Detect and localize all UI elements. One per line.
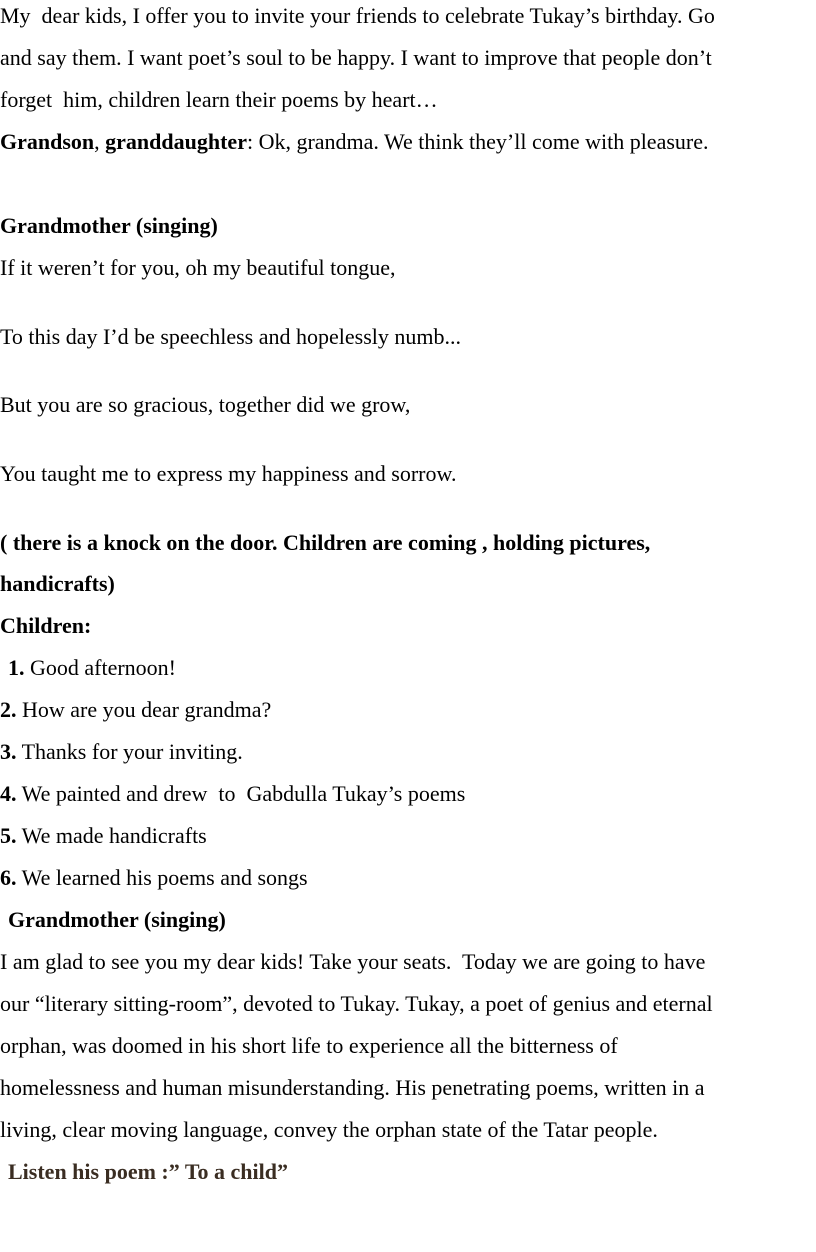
children-item-5: 5. We made handicrafts [0,823,207,848]
song2-line-4: homelessness and human misunderstanding. His penetrating poems, written in a [0,1075,705,1100]
children-item-3: 3. Thanks for your inviting. [0,739,243,764]
children-item-1: 1. Good afternoon! [8,655,177,680]
song2-line-1: I am glad to see you my dear kids! Take your seats. Today we are going to have [0,949,706,974]
song1-verse-2: To this day I’d be speechless and hopelessly numb... [0,324,461,349]
intro-line-3: forget him, children learn their poems by heart… [0,87,438,112]
song1-verse-3: But you are so gracious, together did we grow, [0,392,411,417]
children-item-4: 4. We painted and drew to Gabdulla Tukay’s poems [0,781,466,806]
stage-direction-line-2: handicrafts) [0,571,115,596]
children-heading: Children: [0,613,92,638]
song2-line-2: our “literary sitting-room”, devoted to Tukay. Tukay, a poet of genius and eternal [0,991,713,1016]
song1-verse-1: If it weren’t for you, oh my beautiful tongue, [0,255,396,280]
song2-heading: Grandmother (singing) [8,907,226,932]
listen-poem-line: Listen his poem :” To a child” [8,1159,288,1184]
children-item-2: 2. How are you dear grandma? [0,697,272,722]
children-item-6: 6. We learned his poems and songs [0,865,308,890]
reply-separator: , [94,129,106,154]
reply-line [0,127,709,157]
song2-line-5: living, clear moving language, convey the orphan state of the Tatar people. [0,1117,658,1142]
speaker-grandson: Grandson [0,129,95,154]
song1-verse-4: You taught me to express my happiness and sorrow. [0,461,457,486]
song1-heading: Grandmother (singing) [0,213,218,238]
speaker-granddaughter: granddaughter [105,129,247,154]
song2-line-3: orphan, was doomed in his short life to experience all the bitterness of [0,1033,618,1058]
reply-text: : Ok, grandma. We think they’ll come with pleasure. [246,129,709,154]
intro-line-1: My dear kids, I offer you to invite your friends to celebrate Tukay’s birthday. Go [0,3,715,28]
stage-direction-line-1: ( there is a knock on the door. Children are coming , holding pictures, [0,530,651,555]
intro-line-2: and say them. I want poet’s soul to be happy. I want to improve that people don’t [0,45,712,70]
